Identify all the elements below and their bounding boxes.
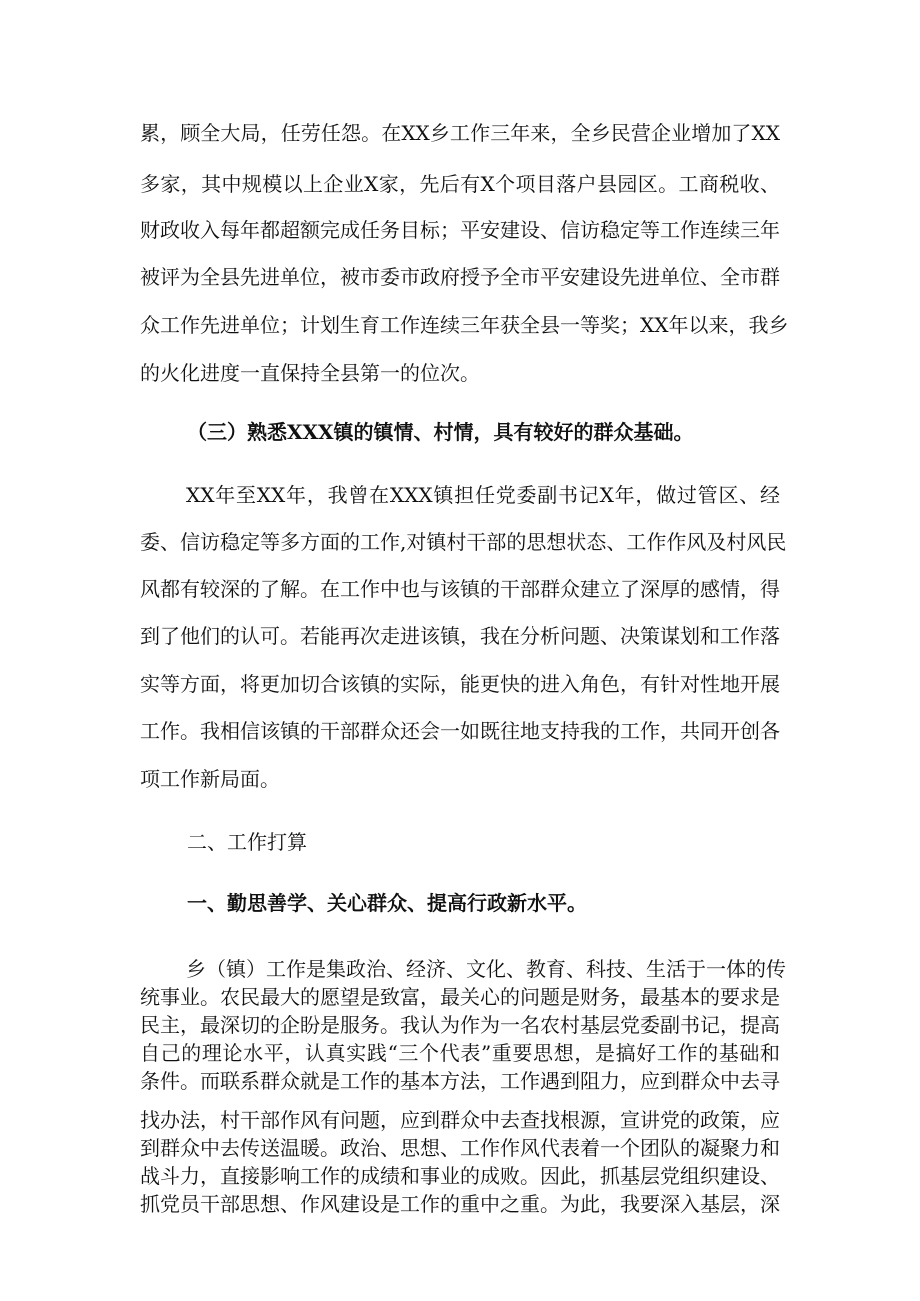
paragraph-1-line: 财政收入每年都超额完成任务目标；平安建设、信访稳定等工作连续三年 <box>140 218 780 242</box>
paragraph-3-line: 找办法，村干部作风有问题，应到群众中去查找根源，宣讲党的政策，应 <box>140 1108 780 1132</box>
paragraph-1-line: 多家，其中规模以上企业X家，先后有X个项目落户县园区。工商税收、 <box>140 172 780 196</box>
section-title: 二、工作打算 <box>187 830 307 854</box>
paragraph-2-line: 到了他们的认可。若能再次走进该镇，我在分析问题、决策谋划和工作落 <box>140 624 780 648</box>
subsection-heading-1: 一、勤思善学、关心群众、提高行政新水平。 <box>187 891 587 915</box>
paragraph-3-line: 民主，最深切的企盼是服务。我认为作为一名农村基层党委副书记，提高 <box>140 1013 780 1037</box>
paragraph-2-line: 项工作新局面。 <box>140 767 280 791</box>
paragraph-1-line: 被评为全县先进单位，被市委市政府授予全市平安建设先进单位、全市群 <box>140 265 780 289</box>
paragraph-2-line: 实等方面，将更加切合该镇的实际，能更快的进入角色，有针对性地开展 <box>140 672 780 696</box>
paragraph-1-line: 累，顾全大局，任劳任怨。在XX乡工作三年来，全乡民营企业增加了XX <box>140 121 780 145</box>
paragraph-2-line: 委、信访稳定等多方面的工作,对镇村干部的思想状态、工作作风及村风民 <box>140 530 787 554</box>
paragraph-3-line: 战斗力，直接影响工作的成绩和事业的成败。因此，抓基层党组织建设、 <box>140 1164 780 1188</box>
paragraph-3-line: 抓党员干部思想、作风建设是工作的重中之重。为此，我要深入基层，深 <box>140 1192 780 1216</box>
paragraph-2-line: 风都有较深的了解。在工作中也与该镇的干部群众建立了深厚的感情，得 <box>140 577 780 601</box>
paragraph-2-line: 工作。我相信该镇的干部群众还会一如既往地支持我的工作，共同开创各 <box>140 719 780 743</box>
paragraph-3-line: 乡（镇）工作是集政治、经济、文化、教育、科技、生活于一体的传 <box>186 957 786 981</box>
paragraph-1-line: 众工作先进单位；计划生育工作连续三年获全县一等奖；XX年以来，我乡 <box>140 313 789 337</box>
subsection-heading-3: （三）熟悉XXX镇的镇情、村情，具有较好的群众基础。 <box>187 420 694 444</box>
paragraph-3-line: 条件。而联系群众就是工作的基本方法，工作遇到阻力，应到群众中去寻 <box>140 1069 780 1093</box>
paragraph-3-line: 自己的理论水平，认真实践“三个代表”重要思想，是搞好工作的基础和 <box>140 1041 780 1065</box>
paragraph-3-line: 到群众中去传送温暖。政治、思想、工作作风代表着一个团队的凝聚力和 <box>140 1136 780 1160</box>
paragraph-2-line: XX年至XX年，我曾在XXX镇担任党委副书记X年，做过管区、经 <box>186 483 780 507</box>
paragraph-3-line: 统事业。农民最大的愿望是致富，最关心的问题是财务，最基本的要求是 <box>140 985 780 1009</box>
paragraph-1-line: 的火化进度一直保持全县第一的位次。 <box>140 361 480 385</box>
